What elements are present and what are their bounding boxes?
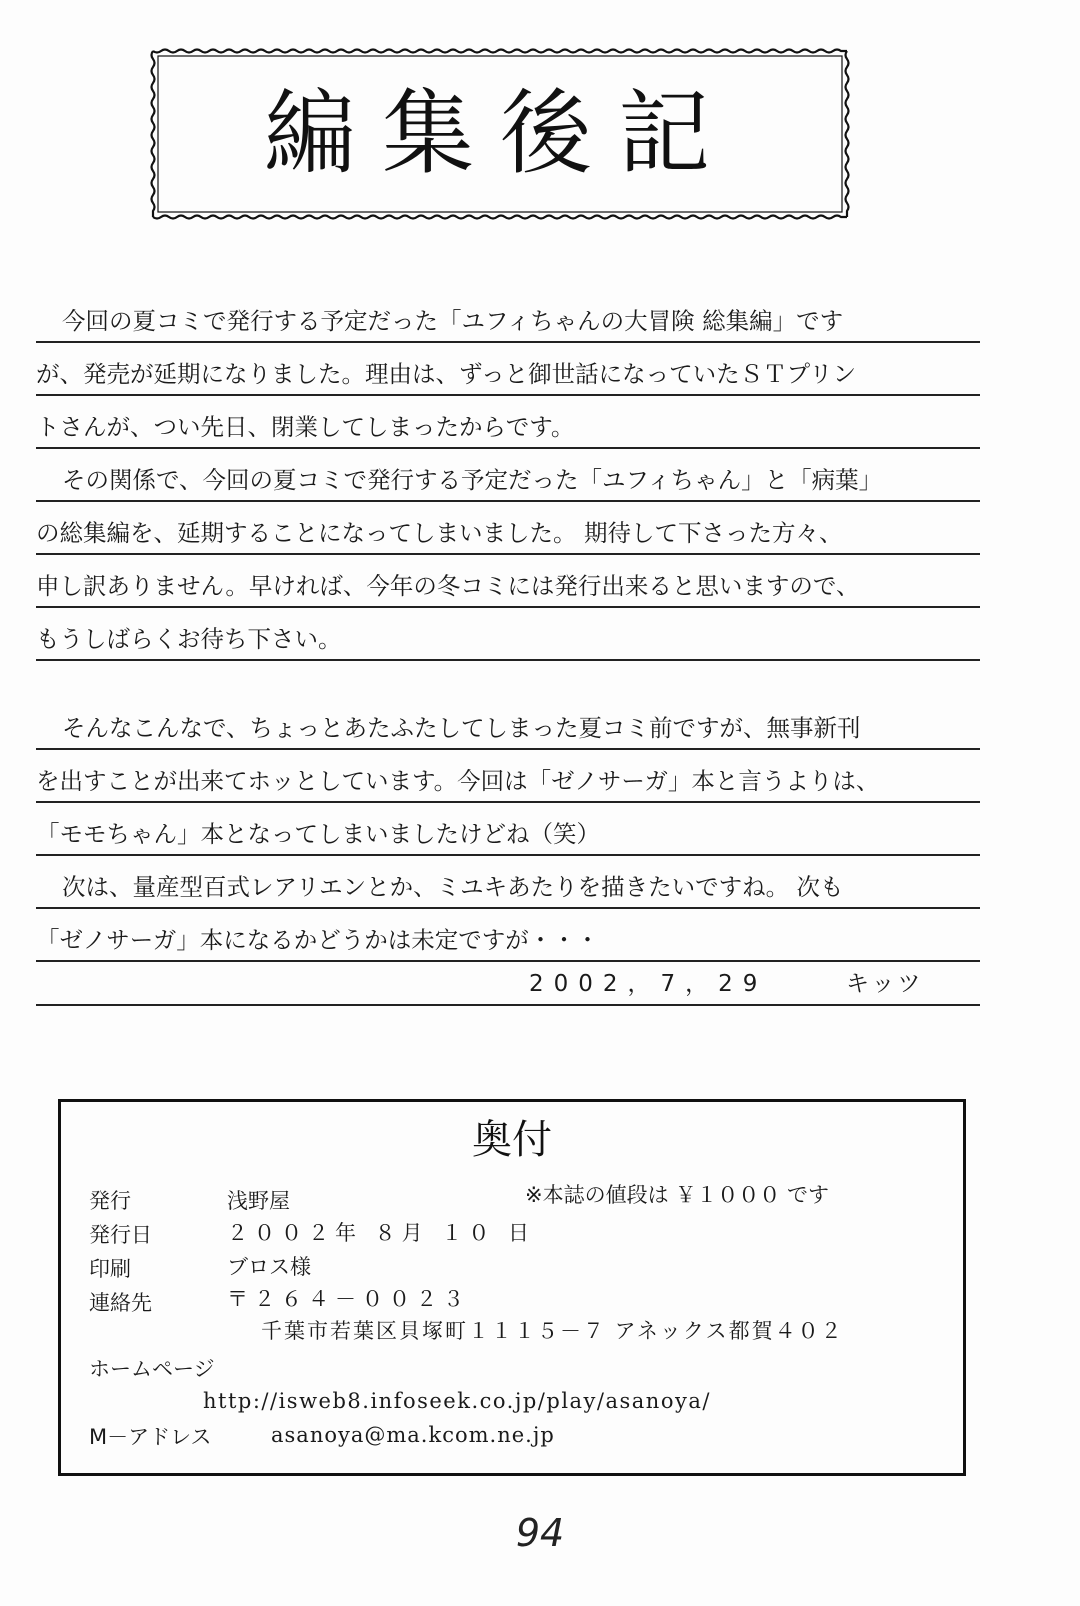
postal-code: 〒２６４－００２３ (227, 1287, 470, 1311)
homepage-label: ホームページ (89, 1357, 215, 1381)
signature-line (36, 962, 980, 1006)
page-number: 94 (515, 1511, 565, 1555)
signature-name: キッツ (846, 971, 924, 997)
email-link[interactable]: asanoya@ma.kcom.ne.jp (271, 1423, 555, 1447)
text-line: その関係で、今回の夏コミで発行する予定だった「ユフィちゃん」と「病葉」 (36, 449, 980, 502)
issue-date-label: 発行日 (89, 1223, 152, 1247)
text-line: もうしばらくお待ち下さい。 (36, 608, 980, 661)
homepage-link[interactable]: http://isweb8.infoseek.co.jp/play/asanoya/ (203, 1389, 711, 1413)
colophon-box (58, 1099, 966, 1476)
text-line: が、発売が延期になりました。理由は、ずっと御世話になっていたＳＴプリン (36, 343, 980, 396)
publisher-value: 浅野屋 (227, 1189, 290, 1213)
signature-date: 2002，7，29 (529, 971, 768, 997)
address: 千葉市若葉区貝塚町１１１５－７ アネックス都賀４０２ (261, 1319, 844, 1343)
text-line: トさんが、つい先日、閉業してしまったからです。 (36, 396, 980, 449)
publisher-label: 発行 (89, 1189, 131, 1213)
page-title: 編集後記 (263, 80, 736, 187)
afterword-body (36, 290, 980, 1006)
text-line: 今回の夏コミで発行する予定だった「ユフィちゃんの大冒険 総集編」です (36, 290, 980, 343)
email-label: M－アドレス (89, 1425, 212, 1449)
title-frame (150, 48, 850, 220)
text-line: 申し訳ありません。早ければ、今年の冬コミには発行出来ると思いますので、 (36, 555, 980, 608)
price-note: ※本誌の値段は ￥１０００ です (525, 1183, 829, 1207)
contact-label: 連絡先 (89, 1291, 152, 1315)
issue-date-value: ２００２年 ８月 １０ 日 (227, 1221, 536, 1245)
colophon-title: 奥付 (472, 1117, 552, 1163)
text-line: 「ゼノサーガ」本になるかどうかは未定ですが・・・ (36, 909, 980, 962)
printer-label: 印刷 (89, 1257, 131, 1281)
text-line: そんなこんなで、ちょっとあたふたしてしまった夏コミ前ですが、無事新刊 (36, 697, 980, 750)
text-line: の総集編を、延期することになってしまいました。 期待して下さった方々、 (36, 502, 980, 555)
text-line: 次は、量産型百式レアリエンとか、ミユキあたりを描きたいですね。 次も (36, 856, 980, 909)
text-line: を出すことが出来てホッとしています。今回は「ゼノサーガ」本と言うよりは、 (36, 750, 980, 803)
text-line: 「モモちゃん」本となってしまいましたけどね（笑） (36, 803, 980, 856)
printer-value: ブロス様 (227, 1255, 311, 1279)
